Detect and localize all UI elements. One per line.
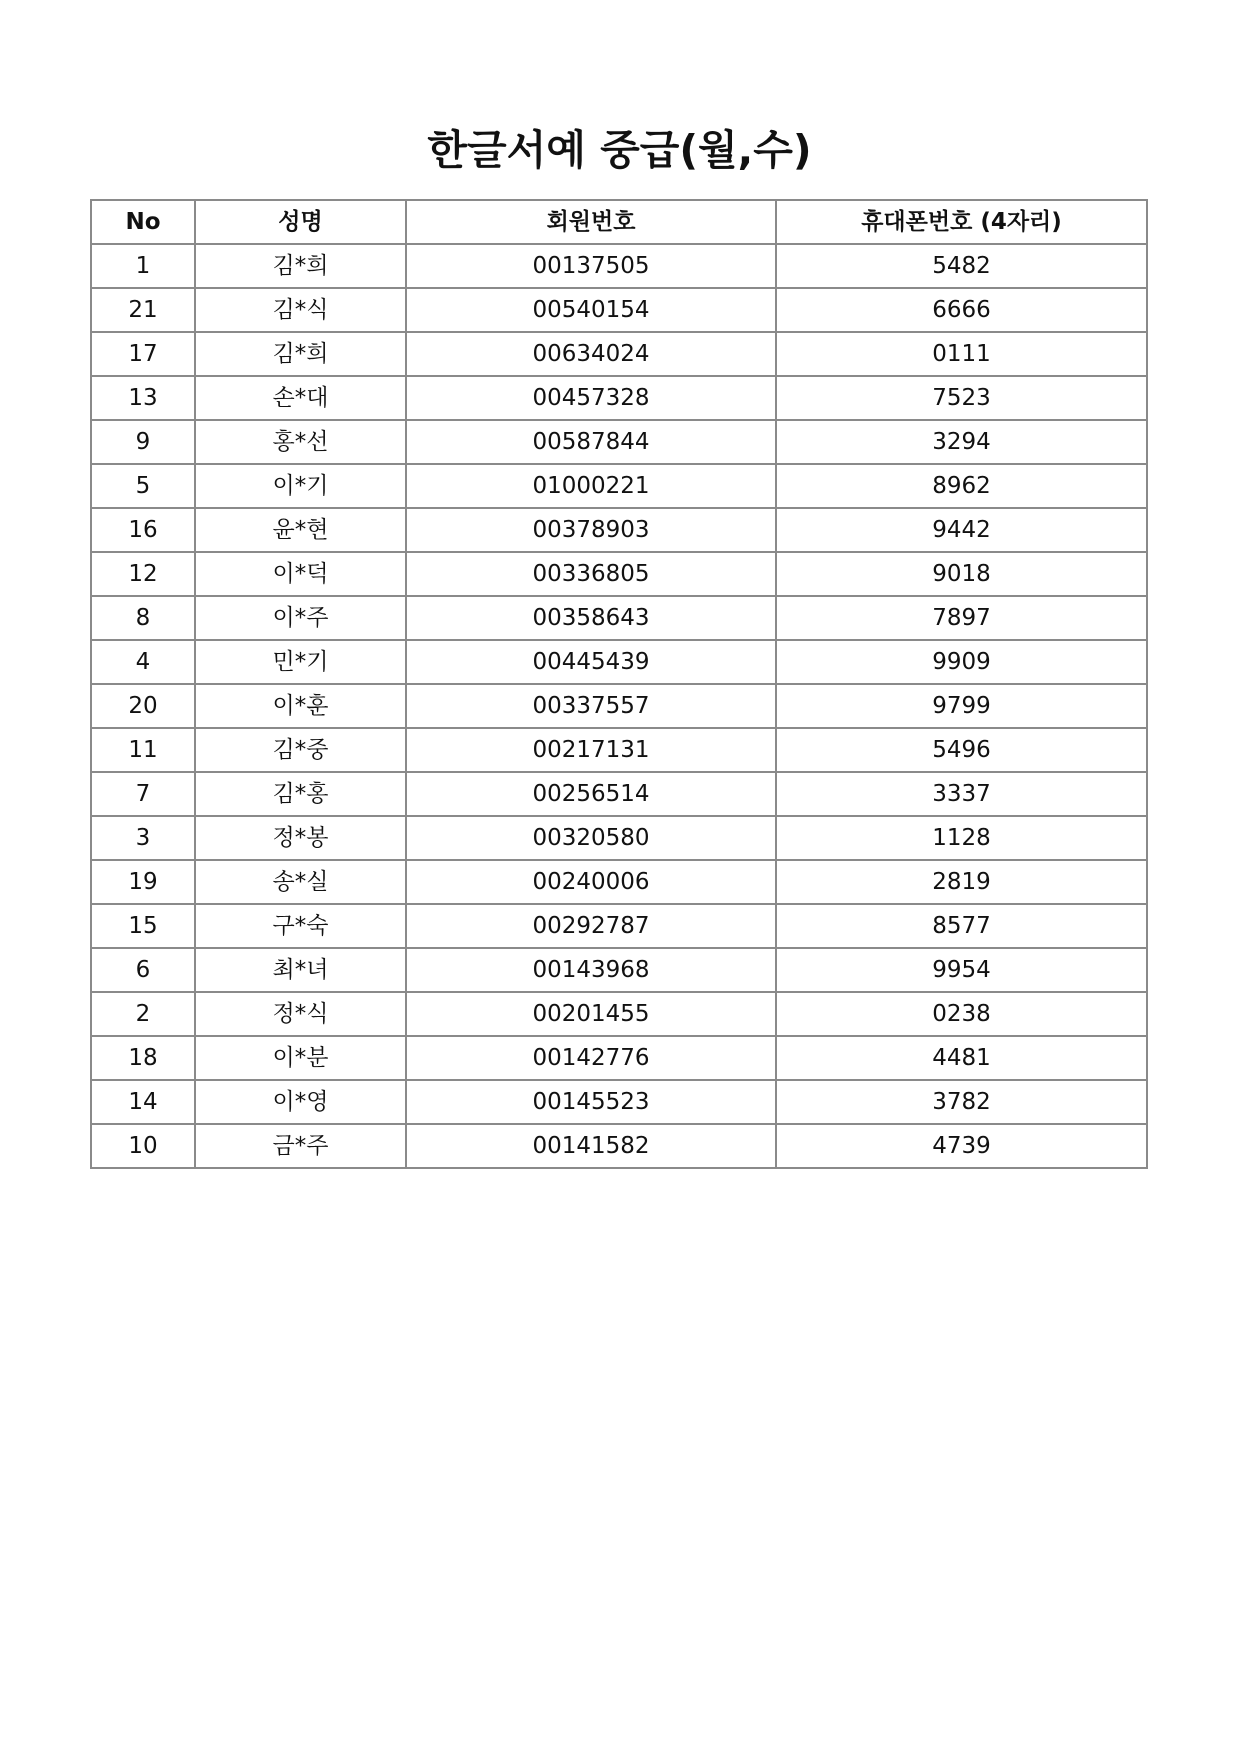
table-row — [91, 1124, 1147, 1168]
cell-name: 민*기 — [195, 640, 406, 684]
cell-member-number: 00217131 — [406, 728, 776, 772]
cell-no: 10 — [91, 1124, 195, 1168]
table-row — [91, 332, 1147, 376]
cell-name: 이*기 — [195, 464, 406, 508]
cell-phone-last4: 1128 — [776, 816, 1147, 860]
cell-no: 15 — [91, 904, 195, 948]
cell-no: 13 — [91, 376, 195, 420]
cell-name: 정*봉 — [195, 816, 406, 860]
cell-phone-last4: 3294 — [776, 420, 1147, 464]
table-body — [91, 244, 1147, 1168]
cell-name: 김*중 — [195, 728, 406, 772]
cell-no: 17 — [91, 332, 195, 376]
table-row — [91, 640, 1147, 684]
cell-member-number: 00145523 — [406, 1080, 776, 1124]
cell-phone-last4: 9442 — [776, 508, 1147, 552]
table-row — [91, 816, 1147, 860]
table-row — [91, 464, 1147, 508]
table-row — [91, 508, 1147, 552]
cell-member-number: 00137505 — [406, 244, 776, 288]
cell-no: 5 — [91, 464, 195, 508]
table-row — [91, 596, 1147, 640]
cell-member-number: 00540154 — [406, 288, 776, 332]
cell-member-number: 00634024 — [406, 332, 776, 376]
table-row — [91, 684, 1147, 728]
cell-no: 16 — [91, 508, 195, 552]
cell-member-number: 01000221 — [406, 464, 776, 508]
header-member-number: 회원번호 — [406, 200, 776, 244]
cell-phone-last4: 3782 — [776, 1080, 1147, 1124]
cell-phone-last4: 7897 — [776, 596, 1147, 640]
cell-name: 김*희 — [195, 332, 406, 376]
cell-no: 12 — [91, 552, 195, 596]
cell-name: 최*녀 — [195, 948, 406, 992]
cell-name: 김*홍 — [195, 772, 406, 816]
cell-no: 8 — [91, 596, 195, 640]
cell-name: 금*주 — [195, 1124, 406, 1168]
cell-member-number: 00141582 — [406, 1124, 776, 1168]
cell-phone-last4: 3337 — [776, 772, 1147, 816]
cell-name: 홍*선 — [195, 420, 406, 464]
member-table — [90, 199, 1148, 1169]
page-title: 한글서예 중급(월,수) — [427, 126, 812, 174]
table-row — [91, 728, 1147, 772]
cell-member-number: 00143968 — [406, 948, 776, 992]
table-row — [91, 948, 1147, 992]
cell-member-number: 00320580 — [406, 816, 776, 860]
table-row — [91, 772, 1147, 816]
cell-no: 11 — [91, 728, 195, 772]
cell-no: 20 — [91, 684, 195, 728]
cell-no: 9 — [91, 420, 195, 464]
cell-name: 김*희 — [195, 244, 406, 288]
cell-phone-last4: 9799 — [776, 684, 1147, 728]
cell-no: 1 — [91, 244, 195, 288]
cell-phone-last4: 0238 — [776, 992, 1147, 1036]
cell-member-number: 00336805 — [406, 552, 776, 596]
cell-phone-last4: 8962 — [776, 464, 1147, 508]
cell-member-number: 00292787 — [406, 904, 776, 948]
cell-no: 19 — [91, 860, 195, 904]
cell-member-number: 00201455 — [406, 992, 776, 1036]
cell-phone-last4: 9909 — [776, 640, 1147, 684]
cell-name: 구*숙 — [195, 904, 406, 948]
cell-no: 2 — [91, 992, 195, 1036]
cell-no: 18 — [91, 1036, 195, 1080]
cell-member-number: 00256514 — [406, 772, 776, 816]
header-no: No — [91, 200, 195, 244]
table-header-row — [91, 200, 1147, 244]
table-row — [91, 376, 1147, 420]
cell-phone-last4: 6666 — [776, 288, 1147, 332]
cell-phone-last4: 9954 — [776, 948, 1147, 992]
cell-phone-last4: 9018 — [776, 552, 1147, 596]
cell-member-number: 00587844 — [406, 420, 776, 464]
cell-member-number: 00358643 — [406, 596, 776, 640]
table-row — [91, 992, 1147, 1036]
cell-name: 이*주 — [195, 596, 406, 640]
cell-no: 6 — [91, 948, 195, 992]
cell-name: 손*대 — [195, 376, 406, 420]
cell-member-number: 00445439 — [406, 640, 776, 684]
cell-no: 14 — [91, 1080, 195, 1124]
table-row — [91, 420, 1147, 464]
cell-name: 송*실 — [195, 860, 406, 904]
cell-name: 이*영 — [195, 1080, 406, 1124]
table-row — [91, 904, 1147, 948]
table-row — [91, 288, 1147, 332]
cell-phone-last4: 8577 — [776, 904, 1147, 948]
cell-no: 7 — [91, 772, 195, 816]
cell-no: 4 — [91, 640, 195, 684]
table-row — [91, 1036, 1147, 1080]
cell-name: 정*식 — [195, 992, 406, 1036]
cell-phone-last4: 5482 — [776, 244, 1147, 288]
table-row — [91, 860, 1147, 904]
cell-member-number: 00457328 — [406, 376, 776, 420]
cell-name: 이*덕 — [195, 552, 406, 596]
cell-member-number: 00378903 — [406, 508, 776, 552]
header-phone-last4: 휴대폰번호 (4자리) — [776, 200, 1147, 244]
cell-phone-last4: 0111 — [776, 332, 1147, 376]
table-row — [91, 244, 1147, 288]
cell-phone-last4: 4481 — [776, 1036, 1147, 1080]
cell-phone-last4: 4739 — [776, 1124, 1147, 1168]
table-row — [91, 552, 1147, 596]
table-row — [91, 1080, 1147, 1124]
cell-name: 김*식 — [195, 288, 406, 332]
cell-member-number: 00337557 — [406, 684, 776, 728]
header-name: 성명 — [195, 200, 406, 244]
cell-name: 이*훈 — [195, 684, 406, 728]
cell-phone-last4: 7523 — [776, 376, 1147, 420]
cell-phone-last4: 2819 — [776, 860, 1147, 904]
cell-phone-last4: 5496 — [776, 728, 1147, 772]
cell-member-number: 00142776 — [406, 1036, 776, 1080]
cell-no: 3 — [91, 816, 195, 860]
cell-no: 21 — [91, 288, 195, 332]
cell-name: 이*분 — [195, 1036, 406, 1080]
cell-name: 윤*현 — [195, 508, 406, 552]
cell-member-number: 00240006 — [406, 860, 776, 904]
